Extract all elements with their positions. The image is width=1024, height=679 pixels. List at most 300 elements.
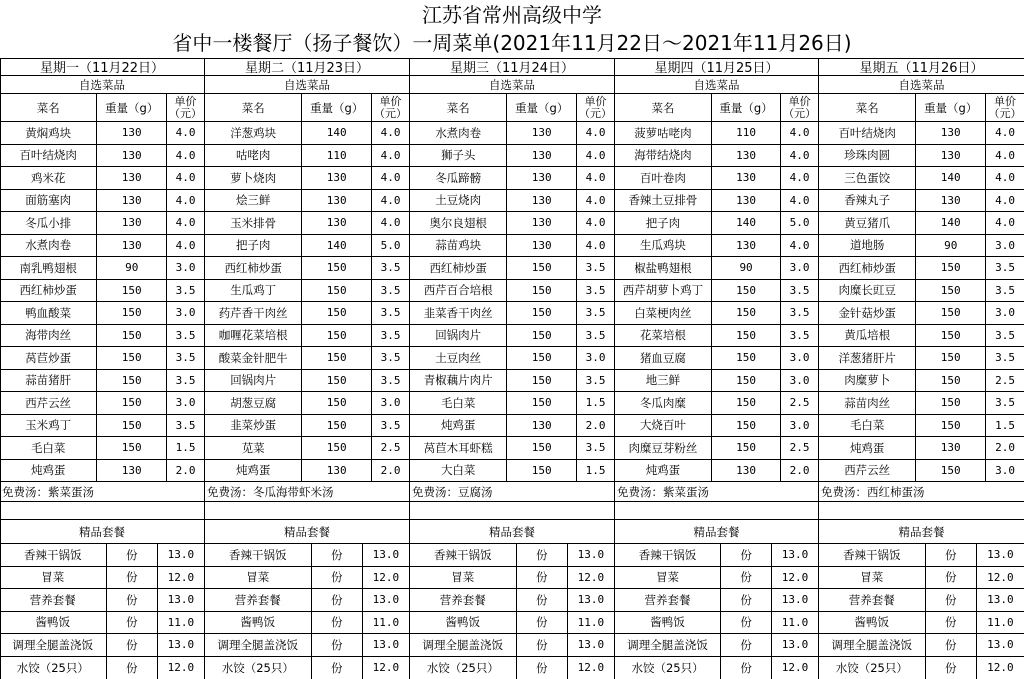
dish-price: 4.0: [986, 122, 1024, 145]
dish-name: 冬瓜小排: [0, 212, 97, 235]
dish-weight: 140: [916, 167, 986, 190]
set-meal-unit: 份: [107, 567, 158, 590]
dish-price: 4.0: [577, 235, 615, 258]
dish-price: 4.0: [781, 190, 819, 213]
set-meal-name: 香辣干锅饭: [615, 544, 721, 567]
dish-name: 把子肉: [615, 212, 712, 235]
dish-name: 回锅肉片: [410, 325, 507, 348]
dish-price: 2.5: [986, 370, 1024, 393]
dish-weight: 150: [302, 257, 372, 280]
dish-price: 3.5: [167, 347, 205, 370]
dish-name: 洋葱猪肝片: [819, 347, 916, 370]
dish-name: 生瓜鸡块: [615, 235, 712, 258]
spacer-row: [205, 502, 410, 520]
dish-price: 4.0: [781, 145, 819, 168]
set-meal-unit: 份: [926, 544, 977, 567]
dish-weight: 150: [916, 415, 986, 438]
dish-name: 苋菜: [205, 437, 302, 460]
dish-weight: 130: [916, 145, 986, 168]
dish-price: 3.5: [167, 370, 205, 393]
set-meal-price: 12.0: [772, 567, 819, 590]
spacer-row: [819, 502, 1024, 520]
dish-weight: 130: [712, 145, 781, 168]
set-meal-price: 11.0: [568, 612, 615, 635]
dish-name: 肉糜萝卜: [819, 370, 916, 393]
dish-name: 珍珠肉圆: [819, 145, 916, 168]
dish-name: 烩三鲜: [205, 190, 302, 213]
set-meal-unit: 份: [926, 612, 977, 635]
dish-weight: 150: [97, 415, 167, 438]
set-meal-unit: 份: [312, 634, 363, 657]
section-header: 自选菜品: [410, 76, 615, 94]
dish-name: 黄焖鸡块: [0, 122, 97, 145]
dish-weight: 130: [712, 460, 781, 483]
dish-price: 3.5: [781, 325, 819, 348]
dish-price: 4.0: [167, 235, 205, 258]
set-meal-name: 酱鸭饭: [819, 612, 926, 635]
dish-weight: 110: [712, 122, 781, 145]
set-meal-name: 营养套餐: [615, 589, 721, 612]
dish-price: 3.0: [167, 392, 205, 415]
set-meal-unit: 份: [107, 634, 158, 657]
dish-weight: 150: [97, 392, 167, 415]
dish-price: 3.0: [372, 392, 410, 415]
dish-weight: 150: [97, 325, 167, 348]
dish-name: 西芹百合培根: [410, 280, 507, 303]
set-meal-price: 13.0: [363, 634, 410, 657]
dish-name: 大烧百叶: [615, 415, 712, 438]
dish-name: 南乳鸭翅根: [0, 257, 97, 280]
set-meal-header: 精品套餐: [410, 520, 615, 544]
dish-name: 菠萝咕咾肉: [615, 122, 712, 145]
dish-weight: 130: [97, 460, 167, 483]
dish-weight: 130: [507, 190, 577, 213]
dish-column-header: 菜名: [819, 94, 916, 122]
dish-weight: 150: [507, 347, 577, 370]
spacer-row: [410, 502, 615, 520]
dish-weight: 150: [916, 325, 986, 348]
dish-price: 3.5: [577, 370, 615, 393]
set-meal-unit: 份: [312, 589, 363, 612]
dish-weight: 130: [507, 212, 577, 235]
dish-weight: 150: [712, 302, 781, 325]
dish-price: 3.5: [372, 347, 410, 370]
day-header: 星期四（11月25日）: [615, 58, 819, 76]
set-meal-name: 香辣干锅饭: [819, 544, 926, 567]
dish-price: 2.0: [781, 460, 819, 483]
dish-weight: 130: [97, 167, 167, 190]
dish-name: 萝卜烧肉: [205, 167, 302, 190]
dish-weight: 150: [712, 392, 781, 415]
set-meal-unit: 份: [926, 634, 977, 657]
dish-price: 4.0: [986, 167, 1024, 190]
dish-price: 4.0: [372, 145, 410, 168]
dish-weight: 130: [97, 145, 167, 168]
dish-name: 猪血豆腐: [615, 347, 712, 370]
school-title: 江苏省常州高级中学: [422, 3, 602, 27]
dish-name: 回锅肉片: [205, 370, 302, 393]
dish-name: 西红柿炒蛋: [205, 257, 302, 280]
dish-name: 金针菇炒蛋: [819, 302, 916, 325]
price-column-header: 单价（元）: [781, 94, 819, 122]
set-meal-price: 13.0: [568, 634, 615, 657]
dish-name: 大白菜: [410, 460, 507, 483]
dish-price: 3.5: [372, 325, 410, 348]
set-meal-unit: 份: [107, 589, 158, 612]
set-meal-price: 13.0: [363, 544, 410, 567]
set-meal-unit: 份: [312, 612, 363, 635]
dish-price: 5.0: [781, 212, 819, 235]
dish-weight: 150: [916, 280, 986, 303]
set-meal-price: 12.0: [363, 567, 410, 590]
free-soup: 免费汤：西红柿蛋汤: [819, 482, 1024, 502]
spacer-row: [0, 502, 205, 520]
set-meal-name: 调理全腿盖浇饭: [0, 634, 107, 657]
dish-price: 4.0: [372, 122, 410, 145]
set-meal-unit: 份: [517, 657, 568, 679]
weight-column-header: 重量（g）: [507, 94, 577, 122]
set-meal-price: 13.0: [158, 634, 205, 657]
set-meal-unit: 份: [926, 589, 977, 612]
set-meal-price: 11.0: [772, 612, 819, 635]
dish-name: 奥尔良翅根: [410, 212, 507, 235]
dish-weight: 130: [97, 212, 167, 235]
dish-name: 韭菜炒蛋: [205, 415, 302, 438]
dish-name: 蒜苗鸡块: [410, 235, 507, 258]
dish-price: 3.0: [167, 302, 205, 325]
dish-weight: 130: [97, 190, 167, 213]
spacer-row: [615, 502, 819, 520]
free-soup: 免费汤：紫菜蛋汤: [615, 482, 819, 502]
dish-price: 1.5: [986, 415, 1024, 438]
set-meal-unit: 份: [107, 657, 158, 679]
section-header: 自选菜品: [205, 76, 410, 94]
dish-name: 香辣土豆排骨: [615, 190, 712, 213]
set-meal-header: 精品套餐: [205, 520, 410, 544]
dish-price: 4.0: [986, 145, 1024, 168]
dish-weight: 130: [507, 415, 577, 438]
dish-weight: 150: [507, 280, 577, 303]
set-meal-name: 水饺（25只）: [410, 657, 517, 679]
set-meal-unit: 份: [721, 567, 772, 590]
set-meal-name: 香辣干锅饭: [410, 544, 517, 567]
dish-price: 4.0: [781, 122, 819, 145]
dish-name: 莴苣木耳虾糕: [410, 437, 507, 460]
dish-price: 1.5: [167, 437, 205, 460]
set-meal-price: 12.0: [158, 657, 205, 679]
set-meal-name: 冒菜: [0, 567, 107, 590]
set-meal-header: 精品套餐: [819, 520, 1024, 544]
dish-price: 3.5: [781, 302, 819, 325]
dish-weight: 130: [712, 235, 781, 258]
dish-price: 4.0: [781, 167, 819, 190]
set-meal-unit: 份: [721, 589, 772, 612]
dish-weight: 150: [507, 257, 577, 280]
dish-price: 4.0: [167, 167, 205, 190]
price-column-header: 单价（元）: [167, 94, 205, 122]
set-meal-name: 香辣干锅饭: [0, 544, 107, 567]
dish-name: 药芹香干肉丝: [205, 302, 302, 325]
dish-weight: 150: [916, 370, 986, 393]
dish-name: 百叶结烧肉: [0, 145, 97, 168]
weight-column-header: 重量（g）: [302, 94, 372, 122]
set-meal-name: 水饺（25只）: [0, 657, 107, 679]
set-meal-name: 酱鸭饭: [615, 612, 721, 635]
dish-weight: 140: [302, 122, 372, 145]
dish-weight: 150: [507, 460, 577, 483]
set-meal-price: 13.0: [977, 634, 1024, 657]
dish-weight: 130: [302, 212, 372, 235]
set-meal-name: 冒菜: [819, 567, 926, 590]
dish-weight: 150: [916, 257, 986, 280]
dish-price: 3.5: [781, 280, 819, 303]
dish-price: 3.5: [372, 257, 410, 280]
dish-name: 玉米排骨: [205, 212, 302, 235]
section-header: 自选菜品: [819, 76, 1024, 94]
dish-price: 4.0: [577, 167, 615, 190]
dish-price: 2.5: [781, 392, 819, 415]
set-meal-unit: 份: [926, 657, 977, 679]
dish-name: 肉糜长豇豆: [819, 280, 916, 303]
set-meal-unit: 份: [517, 589, 568, 612]
set-meal-name: 酱鸭饭: [0, 612, 107, 635]
dish-name: 毛白菜: [410, 392, 507, 415]
dish-weight: 150: [302, 347, 372, 370]
set-meal-unit: 份: [107, 544, 158, 567]
dish-name: 毛白菜: [819, 415, 916, 438]
weight-column-header: 重量（g）: [916, 94, 986, 122]
set-meal-name: 营养套餐: [0, 589, 107, 612]
set-meal-name: 冒菜: [205, 567, 312, 590]
set-meal-name: 调理全腿盖浇饭: [410, 634, 517, 657]
dish-price: 2.0: [986, 437, 1024, 460]
dish-weight: 150: [302, 437, 372, 460]
dish-name: 土豆烧肉: [410, 190, 507, 213]
dish-name: 海带肉丝: [0, 325, 97, 348]
dish-column-header: 菜名: [205, 94, 302, 122]
dish-weight: 150: [97, 280, 167, 303]
dish-price: 3.5: [577, 280, 615, 303]
dish-name: 白菜梗肉丝: [615, 302, 712, 325]
day-header: 星期二（11月23日）: [205, 58, 410, 76]
set-meal-name: 调理全腿盖浇饭: [205, 634, 312, 657]
set-meal-name: 调理全腿盖浇饭: [615, 634, 721, 657]
set-meal-price: 13.0: [772, 589, 819, 612]
dish-price: 4.0: [577, 190, 615, 213]
set-meal-price: 12.0: [987, 661, 1014, 675]
dish-weight: 150: [507, 392, 577, 415]
set-meal-header: 精品套餐: [0, 520, 205, 544]
dish-column-header: 菜名: [410, 94, 507, 122]
dish-weight: 150: [507, 302, 577, 325]
dish-weight: 150: [712, 347, 781, 370]
dish-price: 3.0: [167, 257, 205, 280]
menu-title: 省中一楼餐厅（扬子餐饮）一周菜单(2021年11月22日～2021年11月26日): [172, 31, 852, 55]
free-soup: 免费汤：豆腐汤: [410, 482, 615, 502]
set-meal-name: 营养套餐: [205, 589, 312, 612]
dish-name: 西芹云丝: [819, 460, 916, 483]
dish-price: 3.5: [167, 415, 205, 438]
dish-price: 4.0: [986, 212, 1024, 235]
set-meal-unit: 份: [517, 567, 568, 590]
set-meal-price: 12.0: [772, 657, 819, 679]
dish-weight: 150: [97, 302, 167, 325]
dish-weight: 150: [302, 370, 372, 393]
dish-weight: 130: [916, 437, 986, 460]
day-header: 星期五（11月26日）: [819, 58, 1024, 76]
dish-name: 蒜苗肉丝: [819, 392, 916, 415]
dish-weight: 150: [712, 325, 781, 348]
dish-price: 3.5: [986, 257, 1024, 280]
dish-price: 3.5: [577, 437, 615, 460]
set-meal-price: 12.0: [363, 657, 410, 679]
set-meal-name: 酱鸭饭: [410, 612, 517, 635]
dish-name: 西芹云丝: [0, 392, 97, 415]
dish-weight: 130: [916, 122, 986, 145]
dish-price: 3.5: [986, 347, 1024, 370]
set-meal-name: 冒菜: [410, 567, 517, 590]
dish-name: 黄瓜培根: [819, 325, 916, 348]
set-meal-price: 13.0: [158, 544, 205, 567]
dish-weight: 130: [916, 190, 986, 213]
dish-price: 4.0: [167, 212, 205, 235]
dish-price: 3.5: [986, 392, 1024, 415]
set-meal-unit: 份: [312, 544, 363, 567]
price-column-header: 单价（元）: [372, 94, 410, 122]
set-meal-price: 13.0: [363, 589, 410, 612]
dish-price: 3.0: [781, 257, 819, 280]
dish-name: 海带结烧肉: [615, 145, 712, 168]
dish-price: 2.0: [372, 460, 410, 483]
dish-weight: 150: [916, 302, 986, 325]
set-meal-price: 12.0: [977, 567, 1024, 590]
dish-weight: 90: [712, 257, 781, 280]
dish-name: 蒜苗猪肝: [0, 370, 97, 393]
set-meal-price: 13.0: [977, 544, 1024, 567]
dish-price: 4.0: [167, 190, 205, 213]
set-meal-price: 13.0: [568, 589, 615, 612]
dish-name: 炖鸡蛋: [205, 460, 302, 483]
day-header: 星期一（11月22日）: [0, 58, 205, 76]
set-meal-price: 12.0: [568, 657, 615, 679]
dish-weight: 150: [302, 302, 372, 325]
dish-price: 3.5: [577, 325, 615, 348]
price-column-header: 单价（元）: [986, 94, 1024, 122]
dish-weight: 150: [302, 280, 372, 303]
dish-price: 3.0: [986, 460, 1024, 483]
set-meal-price: 13.0: [568, 544, 615, 567]
dish-price: 3.5: [577, 302, 615, 325]
dish-price: 4.0: [577, 122, 615, 145]
dish-name: 土豆肉丝: [410, 347, 507, 370]
dish-name: 西芹胡萝卜鸡丁: [615, 280, 712, 303]
dish-name: 酸菜金针肥牛: [205, 347, 302, 370]
dish-name: 鸡米花: [0, 167, 97, 190]
dish-name: 水煮肉卷: [0, 235, 97, 258]
set-meal-price: 12.0: [568, 567, 615, 590]
dish-name: 冬瓜肉糜: [615, 392, 712, 415]
dish-name: 生瓜鸡丁: [205, 280, 302, 303]
set-meal-name: 酱鸭饭: [205, 612, 312, 635]
dish-name: 青椒藕片肉片: [410, 370, 507, 393]
dish-price: 2.0: [577, 415, 615, 438]
dish-weight: 130: [507, 167, 577, 190]
set-meal-price: 11.0: [158, 612, 205, 635]
dish-price: 4.0: [781, 235, 819, 258]
set-meal-unit: 份: [107, 612, 158, 635]
dish-name: 玉米鸡丁: [0, 415, 97, 438]
dish-price: 4.0: [372, 190, 410, 213]
dish-price: 3.5: [167, 325, 205, 348]
dish-price: 1.5: [577, 392, 615, 415]
dish-weight: 90: [916, 235, 986, 258]
dish-weight: 150: [302, 325, 372, 348]
dish-price: 3.0: [781, 415, 819, 438]
dish-weight: 150: [712, 437, 781, 460]
dish-weight: 130: [712, 167, 781, 190]
set-meal-unit: 份: [721, 634, 772, 657]
dish-price: 3.5: [372, 370, 410, 393]
dish-name: 百叶卷肉: [615, 167, 712, 190]
dish-name: 三色蛋饺: [819, 167, 916, 190]
set-meal-name: 水饺（25只）: [819, 657, 926, 679]
dish-price: 3.5: [372, 415, 410, 438]
dish-weight: 130: [302, 190, 372, 213]
dish-price: 4.0: [167, 145, 205, 168]
dish-name: 椒盐鸭翅根: [615, 257, 712, 280]
dish-weight: 130: [507, 235, 577, 258]
dish-name: 炖鸡蛋: [410, 415, 507, 438]
dish-name: 洋葱鸡块: [205, 122, 302, 145]
set-meal-name: 水饺（25只）: [615, 657, 721, 679]
set-meal-unit: 份: [721, 544, 772, 567]
dish-weight: 150: [507, 325, 577, 348]
dish-weight: 150: [712, 280, 781, 303]
dish-weight: 150: [507, 370, 577, 393]
dish-weight: 130: [507, 122, 577, 145]
dish-weight: 150: [97, 437, 167, 460]
set-meal-unit: 份: [721, 657, 772, 679]
dish-name: 狮子头: [410, 145, 507, 168]
dish-weight: 130: [302, 167, 372, 190]
dish-name: 韭菜香干肉丝: [410, 302, 507, 325]
dish-price: 4.0: [986, 190, 1024, 213]
dish-weight: 140: [712, 212, 781, 235]
dish-price: 2.0: [167, 460, 205, 483]
dish-name: 肉糜豆芽粉丝: [615, 437, 712, 460]
set-meal-price: 11.0: [977, 612, 1024, 635]
set-meal-unit: 份: [312, 657, 363, 679]
set-meal-unit: 份: [721, 612, 772, 635]
weight-column-header: 重量（g）: [97, 94, 167, 122]
set-meal-name: 水饺（25只）: [205, 657, 312, 679]
dish-name: 炖鸡蛋: [819, 437, 916, 460]
dish-weight: 150: [712, 415, 781, 438]
dish-name: 咕咾肉: [205, 145, 302, 168]
dish-weight: 140: [916, 212, 986, 235]
set-meal-price: 13.0: [977, 589, 1024, 612]
set-meal-price: 11.0: [363, 612, 410, 635]
set-meal-header: 精品套餐: [615, 520, 819, 544]
set-meal-price: 13.0: [772, 544, 819, 567]
dish-name: 把子肉: [205, 235, 302, 258]
dish-price: 3.5: [372, 302, 410, 325]
set-meal-unit: 份: [926, 567, 977, 590]
dish-price: 1.5: [577, 460, 615, 483]
dish-weight: 130: [97, 235, 167, 258]
dish-weight: 130: [97, 122, 167, 145]
dish-price: 3.0: [781, 347, 819, 370]
